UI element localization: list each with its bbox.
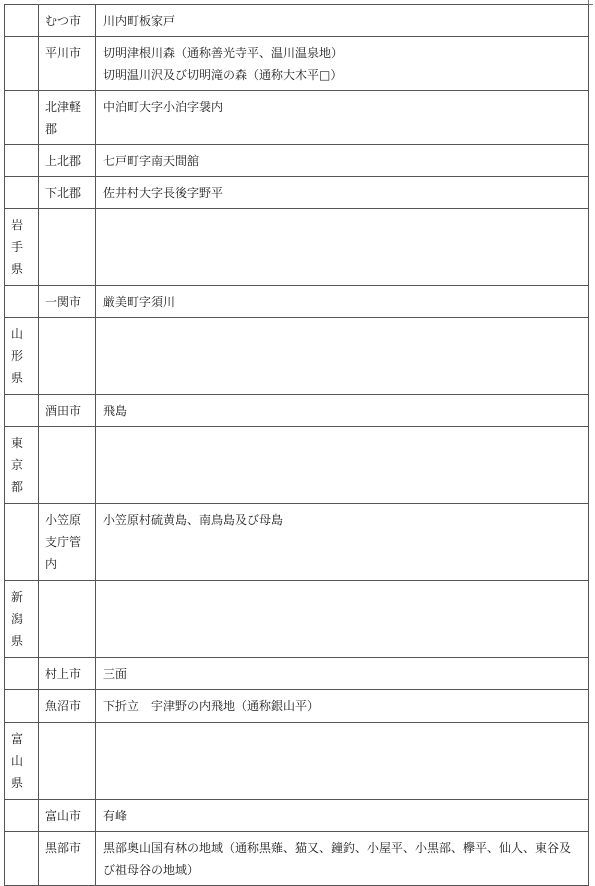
- area-line: 飛島: [103, 404, 128, 418]
- table-row: [5, 800, 589, 832]
- area-cell: [96, 318, 589, 395]
- area-line: 中泊町大字小泊字袰内: [103, 100, 224, 114]
- table-row: [5, 723, 589, 800]
- area-cell: [96, 800, 589, 832]
- area-line: 切明温川沢及び切明滝の森（通称大木平□）: [103, 68, 343, 82]
- area-cell: [96, 91, 589, 145]
- area-cell: [96, 209, 589, 286]
- prefecture-cell: [5, 504, 39, 581]
- municipality-cell: [39, 37, 96, 91]
- municipality-cell: [39, 800, 96, 832]
- prefecture-cell: [5, 177, 39, 209]
- table-row: [5, 286, 589, 318]
- municipality-cell: [39, 723, 96, 800]
- municipality-line: 酒田市: [45, 404, 82, 418]
- municipality-cell: [39, 91, 96, 145]
- area-cell: [96, 658, 589, 690]
- prefecture-cell: [5, 800, 39, 832]
- municipality-cell: [39, 832, 96, 886]
- municipality-line: 平川市: [45, 46, 82, 60]
- municipality-cell: [39, 504, 96, 581]
- prefecture-cell: [5, 286, 39, 318]
- municipality-cell: [39, 690, 96, 723]
- prefecture-char: 潟: [11, 612, 24, 626]
- area-line: 佐井村大字長後字野平: [103, 186, 224, 200]
- municipality-line: 村上市: [45, 667, 82, 681]
- prefecture-char: 県: [11, 371, 24, 385]
- municipality-cell: [39, 658, 96, 690]
- area-cell: [96, 177, 589, 209]
- municipality-cell: [39, 145, 96, 177]
- region-table: [4, 4, 589, 886]
- area-cell: [96, 723, 589, 800]
- municipality-line: 上北郡: [45, 154, 82, 168]
- table-row: [5, 832, 589, 886]
- prefecture-char: 県: [11, 262, 24, 276]
- prefecture-char: 岩: [11, 218, 24, 232]
- prefecture-cell: [5, 5, 39, 37]
- prefecture-cell: [5, 427, 39, 504]
- area-line: 黒部奥山国有林の地域（通称黒薙、猫又、鐘釣、小屋平、小黒部、欅平、仙人、東谷及び祖母谷の地域）: [103, 841, 572, 877]
- municipality-line: 小笠原: [45, 513, 82, 527]
- prefecture-cell: [5, 832, 39, 886]
- prefecture-char: 山: [11, 754, 24, 768]
- table-row: [5, 37, 589, 91]
- prefecture-cell: [5, 145, 39, 177]
- municipality-line: 富山市: [45, 809, 82, 823]
- prefecture-cell: [5, 209, 39, 286]
- area-cell: [96, 286, 589, 318]
- table-row: [5, 318, 589, 395]
- municipality-cell: [39, 286, 96, 318]
- table-row: [5, 395, 589, 427]
- prefecture-cell: [5, 581, 39, 658]
- area-line: 下折立 宇津野の内飛地（通称銀山平）: [103, 699, 320, 713]
- municipality-cell: [39, 318, 96, 395]
- prefecture-cell: [5, 91, 39, 145]
- municipality-cell: [39, 581, 96, 658]
- prefecture-char: 形: [11, 349, 24, 363]
- table-row: [5, 504, 589, 581]
- prefecture-char: 山: [11, 327, 24, 341]
- area-cell: [96, 145, 589, 177]
- area-line: 三面: [103, 667, 128, 681]
- municipality-line: 一関市: [45, 295, 82, 309]
- municipality-cell: [39, 5, 96, 37]
- table-row: [5, 581, 589, 658]
- area-cell: [96, 581, 589, 658]
- prefecture-cell: [5, 37, 39, 91]
- municipality-line: 支庁管: [45, 535, 82, 549]
- municipality-line: 下北郡: [45, 186, 82, 200]
- prefecture-char: 県: [11, 634, 24, 648]
- municipality-cell: [39, 177, 96, 209]
- municipality-line: 内: [45, 557, 58, 571]
- municipality-line: 魚沼市: [45, 699, 82, 713]
- table-row: [5, 91, 589, 145]
- prefecture-char: 京: [11, 458, 24, 472]
- prefecture-char: 富: [11, 732, 24, 746]
- municipality-cell: [39, 209, 96, 286]
- municipality-cell: [39, 395, 96, 427]
- prefecture-char: 手: [11, 240, 24, 254]
- table-row: [5, 658, 589, 690]
- prefecture-cell: [5, 318, 39, 395]
- area-line: 川内町板家戸: [103, 14, 176, 28]
- area-cell: [96, 832, 589, 886]
- prefecture-char: 東: [11, 436, 24, 450]
- municipality-cell: [39, 427, 96, 504]
- prefecture-cell: [5, 395, 39, 427]
- municipality-line: 北津軽: [45, 100, 82, 114]
- area-cell: [96, 690, 589, 723]
- table-row: [5, 145, 589, 177]
- area-line: 有峰: [103, 809, 128, 823]
- municipality-line: むつ市: [45, 14, 82, 28]
- table-row: [5, 690, 589, 723]
- area-line: 小笠原村硫黄島、南鳥島及び母島: [103, 513, 284, 527]
- area-line: 七戸町字南天間舘: [103, 154, 200, 168]
- municipality-line: 黒部市: [45, 841, 82, 855]
- area-cell: [96, 37, 589, 91]
- area-cell: [96, 5, 589, 37]
- area-line: 厳美町字須川: [103, 295, 176, 309]
- prefecture-char: 都: [11, 480, 24, 494]
- table-row: [5, 5, 589, 37]
- table-row: [5, 209, 589, 286]
- prefecture-char: 県: [11, 776, 24, 790]
- prefecture-cell: [5, 658, 39, 690]
- area-line: 切明津根川森（通称善光寺平、温川温泉地）: [103, 46, 344, 60]
- area-cell: [96, 395, 589, 427]
- prefecture-cell: [5, 690, 39, 723]
- municipality-line: 郡: [45, 122, 58, 136]
- prefecture-char: 新: [11, 590, 24, 604]
- table-row: [5, 427, 589, 504]
- table-row: [5, 177, 589, 209]
- prefecture-cell: [5, 723, 39, 800]
- area-cell: [96, 427, 589, 504]
- area-cell: [96, 504, 589, 581]
